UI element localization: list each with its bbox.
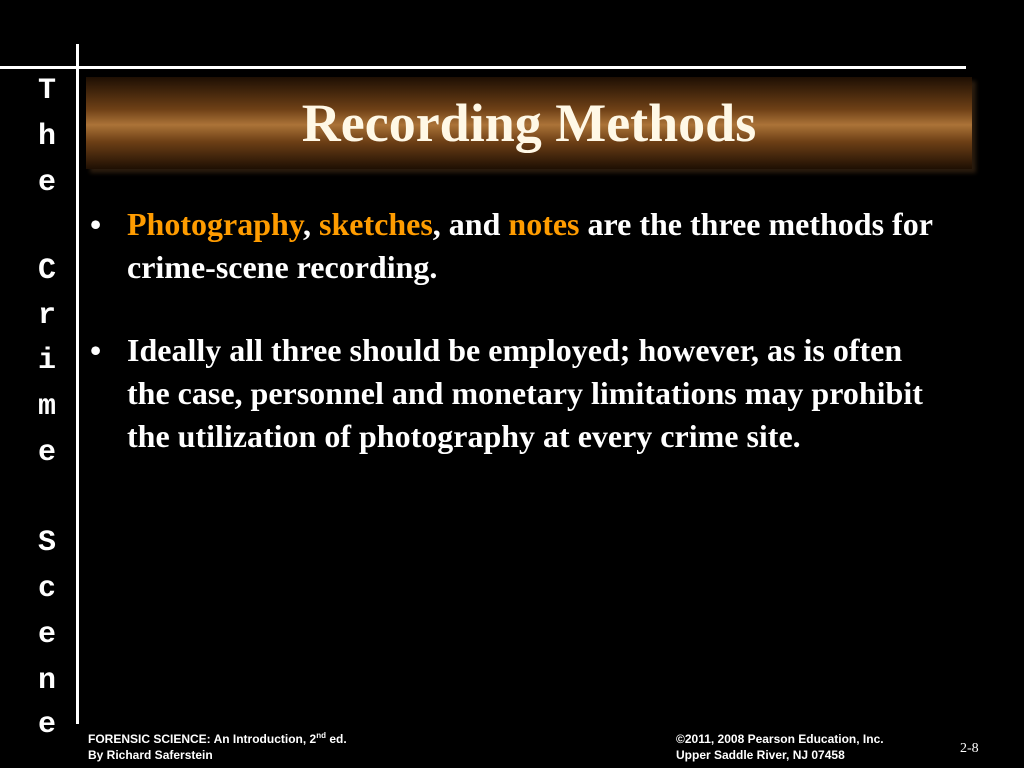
side-title-letter: C: [37, 254, 56, 288]
bullet-item: [90, 329, 940, 458]
highlight-term: notes: [508, 206, 580, 242]
side-title-letter: r: [37, 299, 56, 333]
side-title-letter: e: [37, 166, 56, 200]
bullet-item: [90, 203, 940, 289]
side-title-letter: m: [37, 390, 56, 424]
side-title-letter: c: [37, 572, 56, 606]
footer-copyright: [676, 731, 884, 763]
side-title-letter: e: [37, 436, 56, 470]
bullet-text: , and: [432, 206, 509, 242]
side-title-letter: e: [37, 708, 56, 742]
highlight-term: Photography: [127, 206, 304, 242]
side-title-letter: i: [37, 344, 56, 378]
side-title-letter: S: [37, 526, 56, 560]
footer-book-title: [88, 731, 347, 747]
slide-title: Recording Methods: [301, 93, 757, 153]
footer-book-title-text: FORENSIC SCIENCE: An Introduction, 2: [88, 732, 317, 746]
bullet-text: ,: [303, 206, 320, 242]
footer-book-credit: [88, 731, 347, 763]
left-divider-line: [76, 44, 79, 724]
highlight-term: sketches: [319, 206, 433, 242]
bullet-text: are the three methods for crime-scene recording.: [127, 206, 933, 285]
footer-edition-suffix: ed.: [326, 732, 347, 746]
top-divider-line: [0, 66, 966, 69]
bullet-marker: •: [90, 332, 102, 368]
side-title-the-crime-scene: [26, 74, 68, 742]
side-title-letter: e: [37, 618, 56, 652]
bullet-list: [90, 203, 940, 498]
side-title-letter: h: [37, 120, 56, 154]
bullet-text: Ideally all three should be employed; however, as is often the case, personnel and monetary limitations may prohibit the utilization of photography at every crime site.: [127, 332, 923, 454]
side-title-letter: T: [37, 74, 56, 108]
footer-author: By Richard Saferstein: [88, 748, 213, 762]
bullet-marker: •: [90, 206, 102, 242]
footer-copyright-line: ©2011, 2008 Pearson Education, Inc.: [676, 732, 884, 746]
footer-edition-superscript: nd: [316, 731, 327, 740]
side-title-letter: n: [37, 664, 56, 698]
page-number: 2-8: [960, 741, 979, 756]
footer-address-line: Upper Saddle River, NJ 07458: [676, 748, 845, 762]
